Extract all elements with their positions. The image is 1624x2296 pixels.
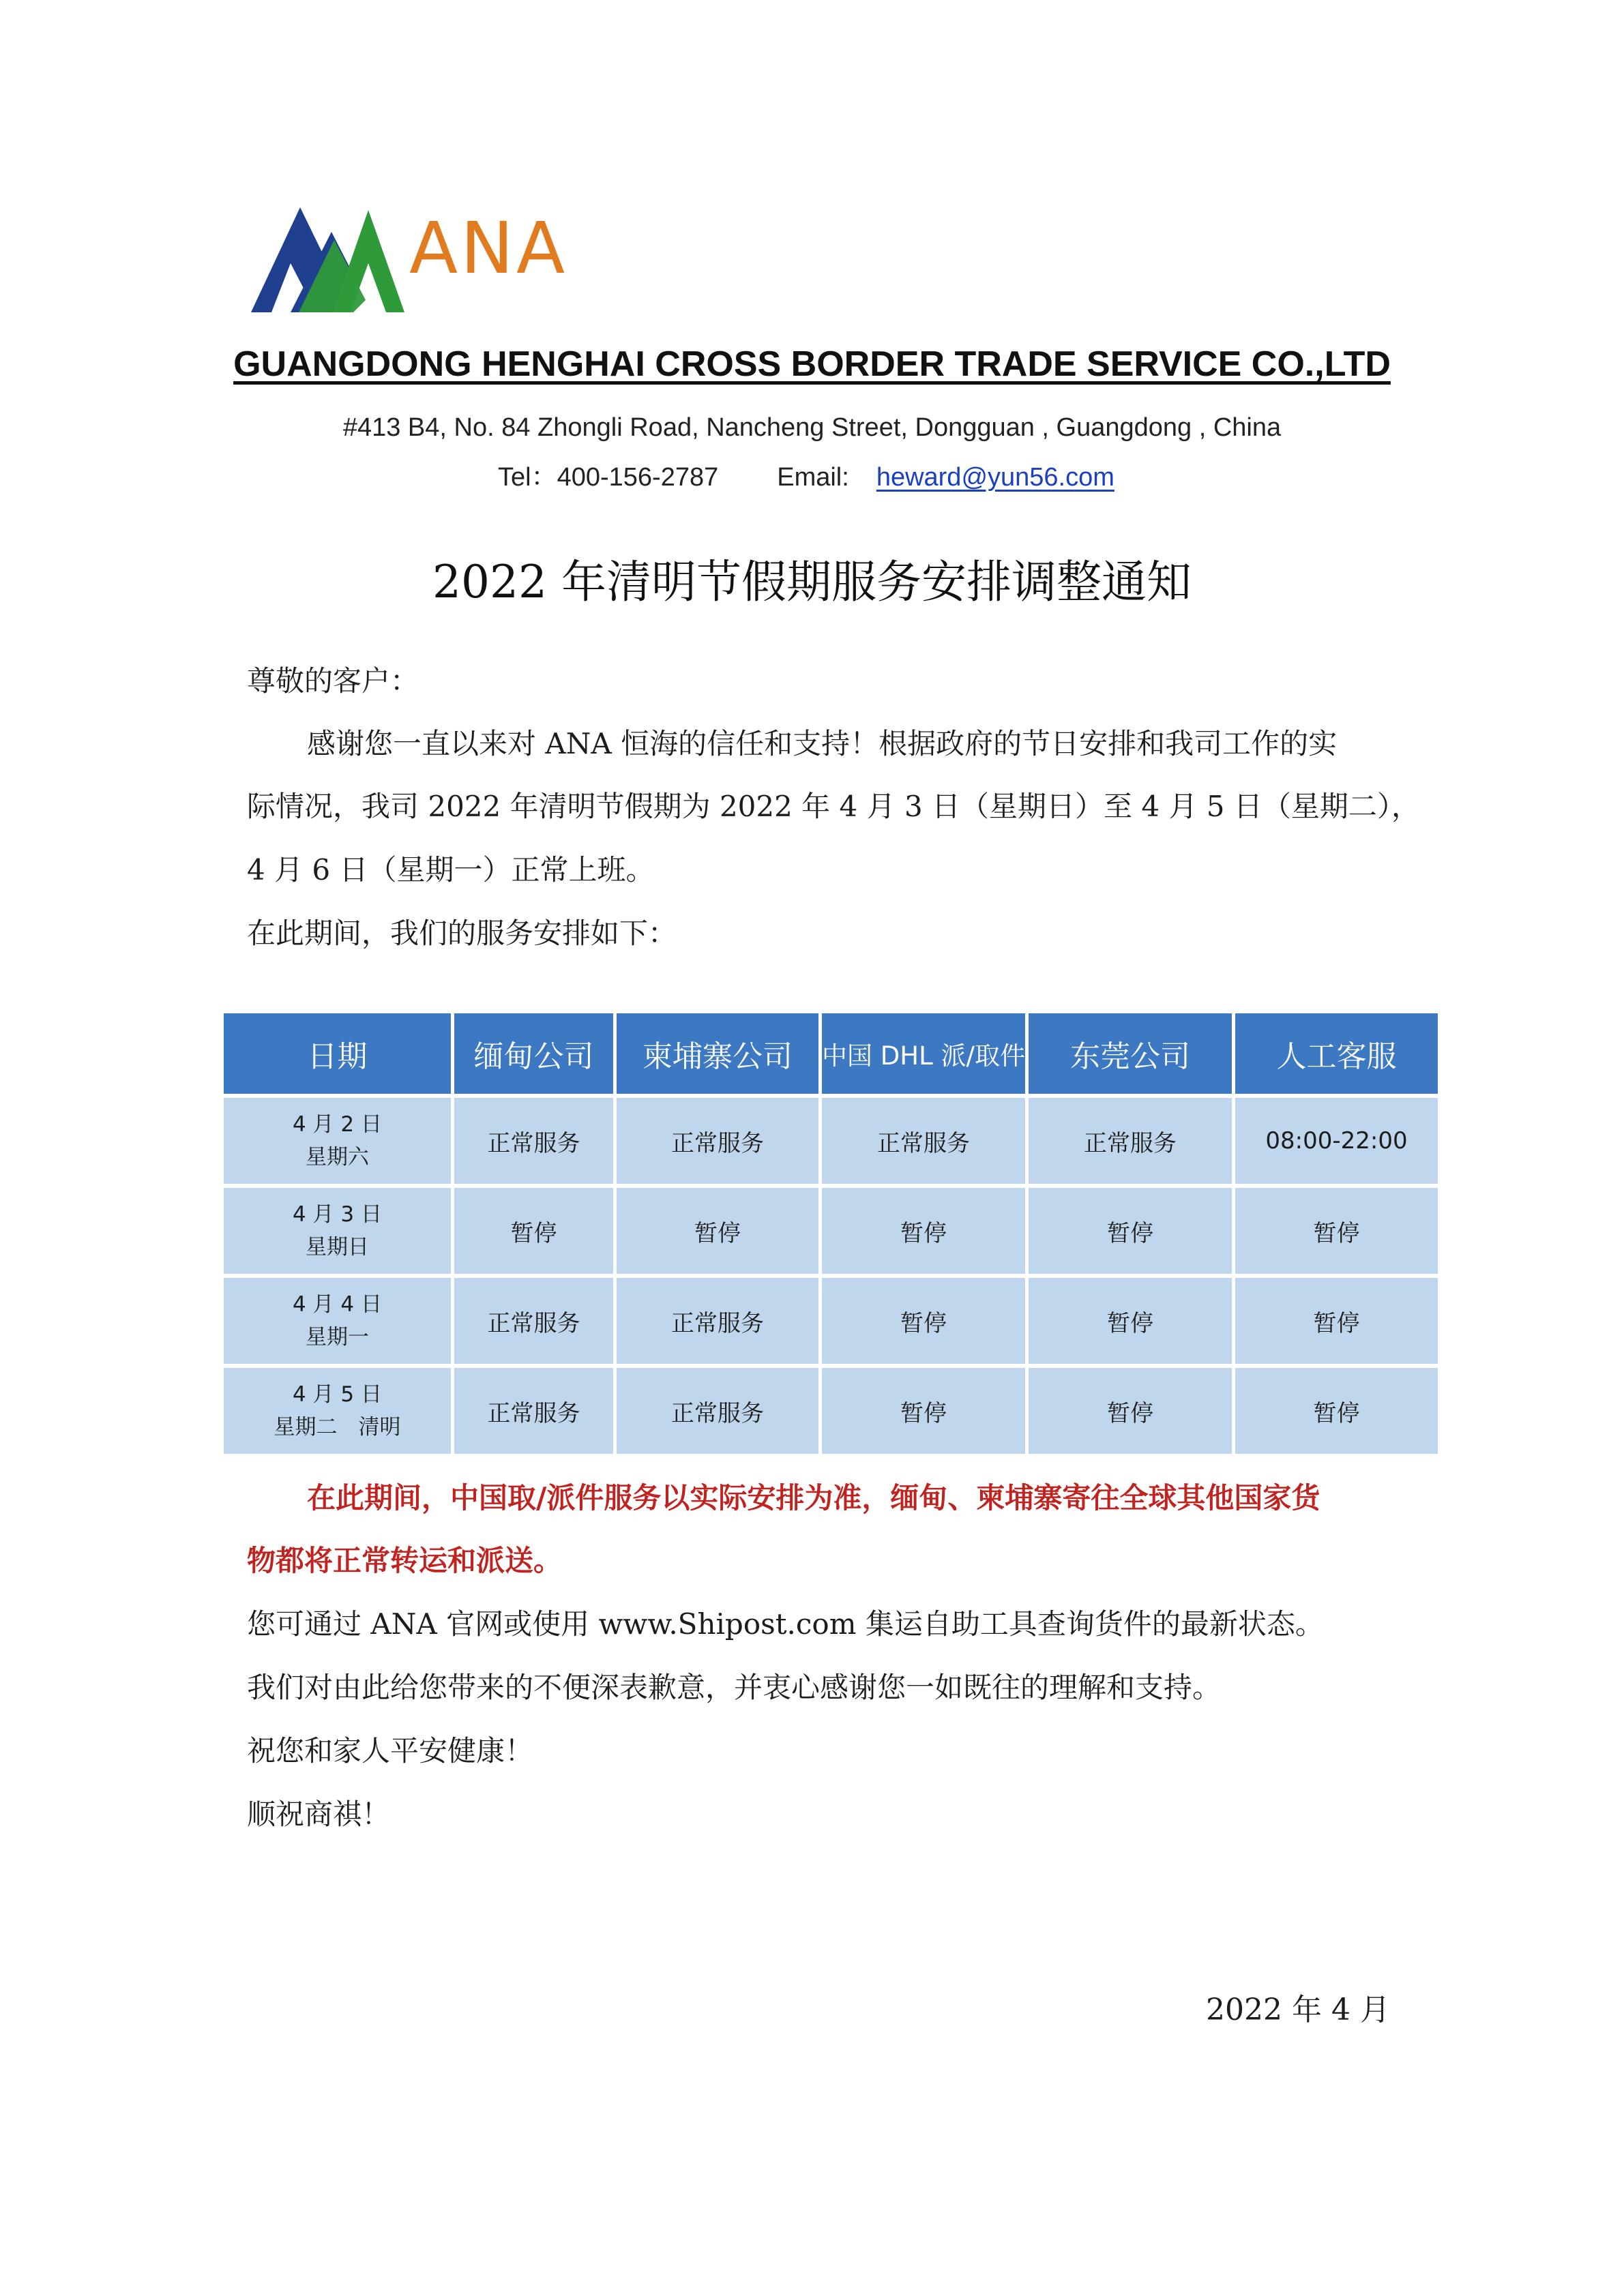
apology-paragraph: 我们对由此给您带来的不便深表歉意，并衷心感谢您一如既往的理解和支持。 [247,1671,1222,1704]
closing-line: 顺祝商祺！ [247,1798,391,1831]
table-cell: 暂停 [1235,1278,1438,1364]
date-cell: 4 月 5 日 星期二 清明 [224,1368,451,1454]
logo-wordmark: ANA [409,207,568,290]
company-logo [251,198,606,317]
table-cell: 正常服务 [454,1098,613,1184]
table-cell: 正常服务 [617,1368,818,1454]
table-cell: 暂停 [1029,1278,1232,1364]
wishes-line: 祝您和家人平安健康！ [247,1734,534,1768]
header-myanmar: 缅甸公司 [454,1013,613,1094]
table-cell: 暂停 [1029,1368,1232,1454]
table-cell: 暂停 [454,1188,613,1274]
service-schedule-table [220,1009,1441,1458]
header-dongguan: 东莞公司 [1029,1013,1232,1094]
company-name: GUANGDONG HENGHAI CROSS BORDER TRADE SERVICE CO.,LTD [233,344,1391,384]
table-cell: 暂停 [1235,1368,1438,1454]
table-cell: 正常服务 [1029,1098,1232,1184]
schedule-intro: 在此期间，我们的服务安排如下： [247,916,677,950]
telephone: Tel：400-156-2787 [498,463,719,492]
table-cell: 暂停 [822,1368,1025,1454]
date-cell: 4 月 3 日 星期日 [224,1188,451,1274]
table-cell: 正常服务 [454,1368,613,1454]
date-cell: 4 月 2 日 星期六 [224,1098,451,1184]
header-china-dhl: 中国 DHL 派/取件 [822,1013,1025,1094]
contact-line [498,456,1114,493]
table-header-row [224,1013,1438,1094]
intro-line-1: 感谢您一直以来对 ANA 恒海的信任和支持！根据政府的节日安排和我司工作的实 [307,727,1338,760]
notice-line-1: 在此期间，中国取/派件服务以实际安排为准，缅甸、柬埔寨寄往全球其他国家货 [307,1481,1320,1515]
tracking-paragraph: 您可通过 ANA 官网或使用 www.Shipost.com 集运自助工具查询货件的最新状态。 [247,1607,1324,1641]
intro-line-3: 4 月 6 日（星期一）正常上班。 [247,853,655,886]
table-row [224,1368,1438,1454]
table-cell: 正常服务 [822,1098,1025,1184]
table-cell: 暂停 [822,1278,1025,1364]
document-date: 2022 年 4 月 [1206,1993,1390,2027]
notice-line-2: 物都将正常转运和派送。 [247,1544,563,1577]
table-cell: 正常服务 [454,1278,613,1364]
table-cell: 正常服务 [617,1098,818,1184]
table-cell: 正常服务 [617,1278,818,1364]
table-cell: 暂停 [1029,1188,1232,1274]
table-row [224,1098,1438,1184]
table-cell: 暂停 [617,1188,818,1274]
table-row [224,1188,1438,1274]
table-row [224,1278,1438,1364]
table-cell: 08:00-22:00 [1235,1098,1438,1184]
notice-title: 2022 年清明节假期服务安排调整通知 [432,556,1192,608]
header-cambodia: 柬埔寨公司 [617,1013,818,1094]
table-cell: 暂停 [1235,1188,1438,1274]
logo-mountain-icon [251,198,408,317]
email-link[interactable]: heward@yun56.com [876,463,1114,492]
company-address: #413 B4, No. 84 Zhongli Road, Nancheng Street, Dongguan , Guangdong , China [342,413,1282,442]
header-customer-service: 人工客服 [1235,1013,1438,1094]
salutation: 尊敬的客户： [247,664,419,698]
intro-line-2: 际情况，我司 2022 年清明节假期为 2022 年 4 月 3 日（星期日）至 4 月 5 日（星期二）， [247,790,1420,823]
table-cell: 暂停 [822,1188,1025,1274]
email-label: Email: [777,463,849,492]
date-cell: 4 月 4 日 星期一 [224,1278,451,1364]
header-date: 日期 [224,1013,451,1094]
